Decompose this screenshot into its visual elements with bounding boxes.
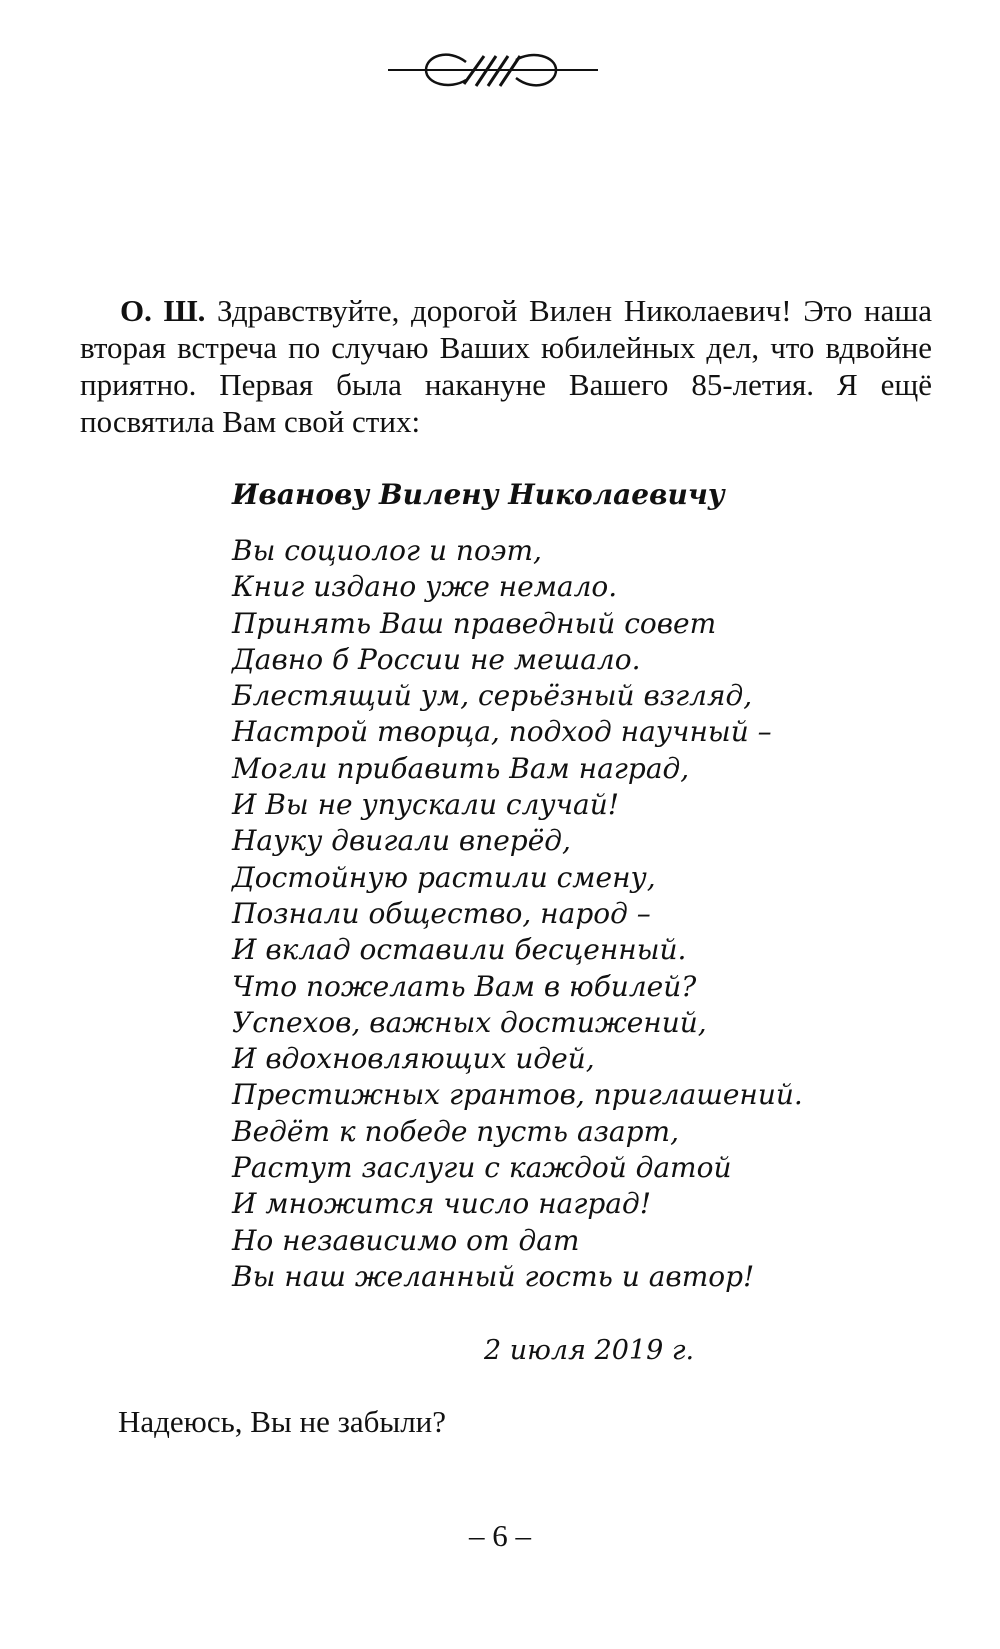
page-number: – 6 –	[469, 1518, 531, 1553]
intro-text: Здравствуйте, дорогой Вилен Николаевич! Это наша вторая встреча по случаю Ваших юбилейных дел, что вдвойне приятно. Первая была накануне Вашего 85-летия. Я ещё посвятила Вам свой стих:	[80, 293, 932, 439]
poem-line: Блестящий ум, серьёзный взгляд,	[232, 679, 753, 713]
poem-line: Что пожелать Вам в юбилей?	[232, 969, 697, 1003]
poem-line: Принять Ваш праведный совет	[232, 606, 717, 640]
poem-line: Ведёт к победе пусть азарт,	[232, 1114, 679, 1148]
closing-line: Надеюсь, Вы не забыли?	[118, 1404, 447, 1439]
poem-line: Успехов, важных достижений,	[232, 1005, 707, 1039]
poem-line: Науку двигали вперёд,	[232, 824, 571, 858]
poem-title: Иванову Вилену Николаевичу	[232, 478, 725, 511]
poem-line: Растут заслуги с каждой датой	[232, 1151, 732, 1185]
poem-line: Престижных грантов, приглашений.	[232, 1078, 803, 1112]
speaker-label: О. Ш.	[120, 293, 206, 328]
intro-paragraph	[80, 292, 932, 440]
poem-date: 2 июля 2019 г.	[484, 1335, 695, 1366]
poem-line: И Вы не упускали случай!	[232, 788, 620, 822]
poem	[232, 478, 803, 1295]
poem-line: Давно б России не мешало.	[232, 642, 641, 676]
poem-line: Книг издано уже немало.	[232, 570, 618, 604]
flourish-ornament-icon	[388, 48, 598, 98]
poem-line: Но независимо от дат	[232, 1223, 580, 1257]
poem-line: Могли прибавить Вам наград,	[232, 751, 690, 785]
poem-line: Достойную растили смену,	[232, 860, 656, 894]
poem-line: И вклад оставили бесценный.	[232, 933, 687, 967]
poem-line: Настрой творца, подход научный –	[232, 715, 772, 749]
poem-line: Вы социолог и поэт,	[232, 534, 542, 567]
poem-line: И множится число наград!	[232, 1187, 651, 1221]
poem-line: Вы наш желанный гость и автор!	[232, 1259, 755, 1293]
poem-line: И вдохновляющих идей,	[232, 1042, 595, 1076]
poem-line: Познали общество, народ –	[232, 896, 651, 930]
